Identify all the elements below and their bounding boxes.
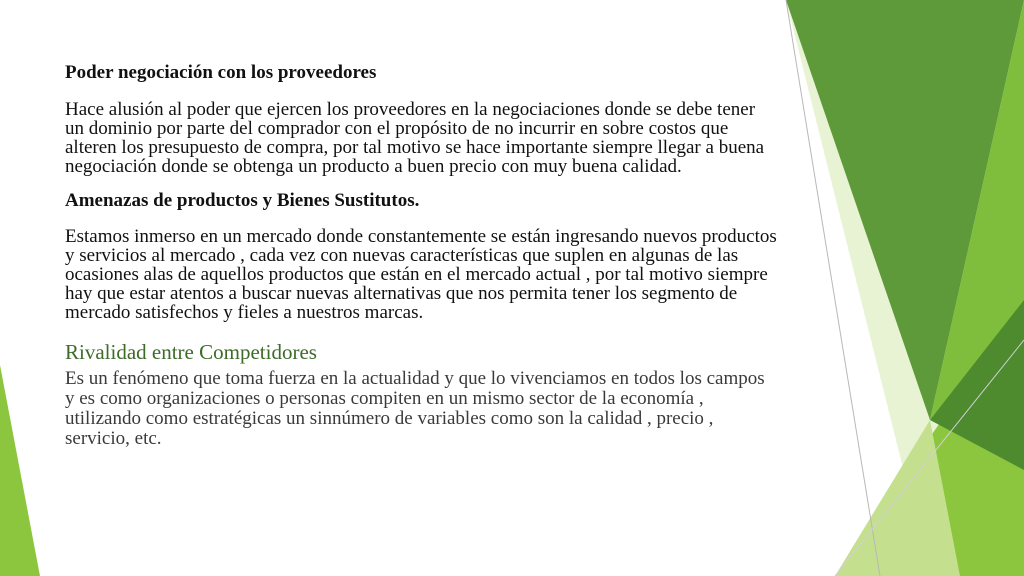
section-heading-sustitutos: Amenazas de productos y Bienes Sustitutos.	[65, 190, 420, 211]
section-body-sustitutos: Estamos inmerso en un mercado donde constantemente se están ingresando nuevos productos y servicios al mercado , cada vez con nuevas características que suplen en algunas de las ocasiones alas de aquellos productos que están en el mercado actual , por tal motivo siempre hay que estar atentos a buscar nuevas alternativas que nos permita tener los segmento de mercado satisfechos y fieles a nuestros marcas.	[65, 226, 777, 323]
section-heading-rivalidad: Rivalidad entre Competidores	[65, 340, 317, 364]
section-body-rivalidad: Es un fenómeno que toma fuerza en la actualidad y que lo vivenciamos en todos los campos y es como organizaciones o personas compiten en un mismo sector de la economía , utilizando como estratégicas un sinnúmero de variables como son la calidad , precio , servicio, etc.	[65, 368, 765, 449]
section-heading-proveedores: Poder negociación con los proveedores	[65, 62, 377, 83]
left-green-triangle	[0, 365, 40, 576]
section-body-proveedores: Hace alusión al poder que ejercen los proveedores en la negociaciones donde se debe tener un dominio por parte del comprador con el propósito de no incurrir en sobre costos que alteren los presupuesto de compra, por tal motivo se hace importante siempre llegar a buena negociación donde se obtenga un producto a buen precio con muy buena calidad.	[65, 99, 765, 177]
slide-text-content	[65, 62, 777, 449]
